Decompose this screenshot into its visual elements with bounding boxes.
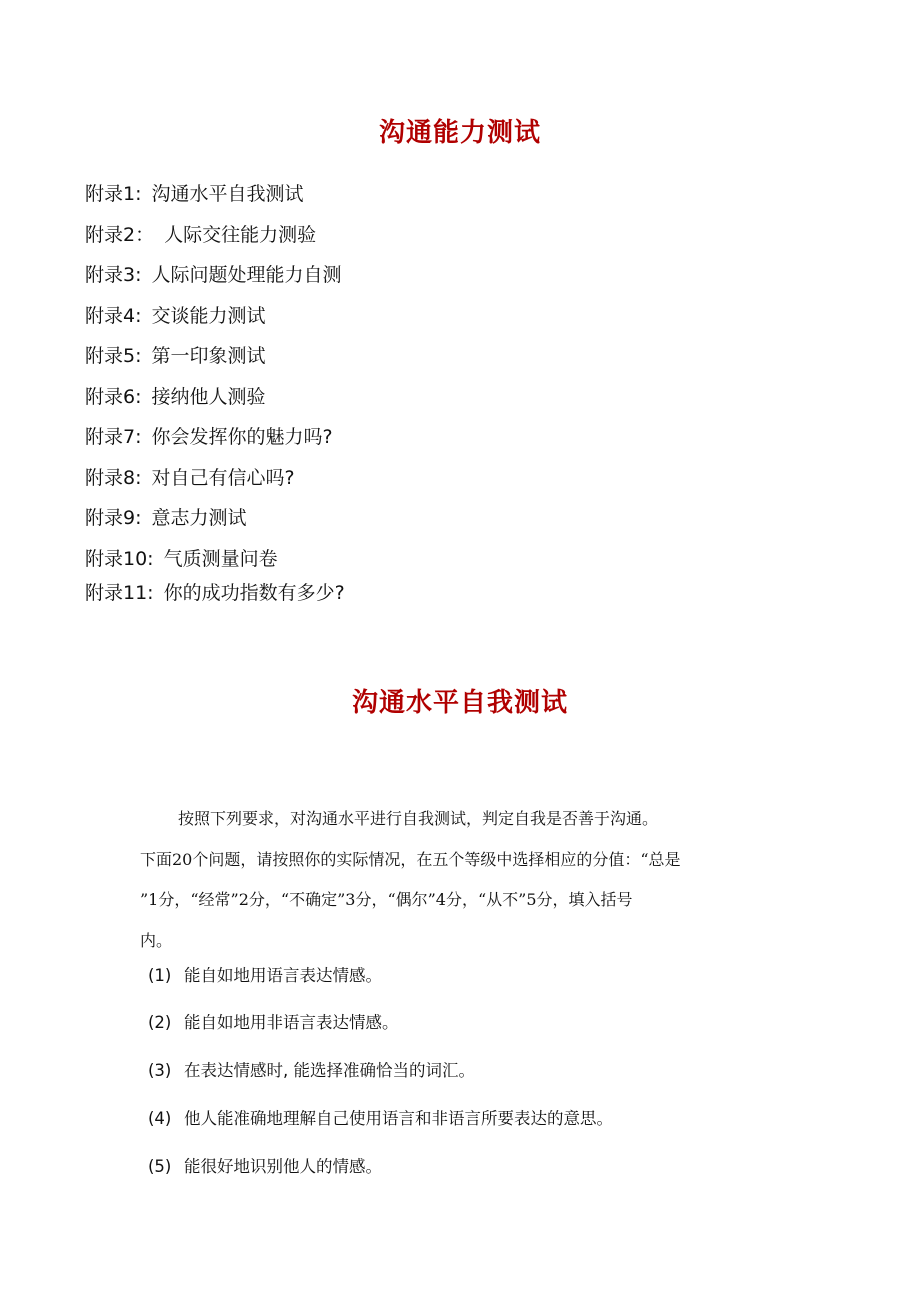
appendix-item-7 (85, 424, 333, 450)
appendix-number: 附录8: (85, 467, 142, 489)
appendix-title: 你的成功指数有多少? (163, 582, 345, 604)
question-number: (3) (148, 1061, 172, 1080)
appendix-title: 第一印象测试 (151, 345, 266, 367)
section-title: 沟通水平自我测试 (351, 688, 568, 718)
appendix-title: 沟通水平自我测试 (151, 183, 304, 205)
question-text: 能自如地用非语言表达情感。 (184, 1013, 399, 1032)
question-text: 能自如地用语言表达情感。 (184, 966, 382, 985)
question-text: 在表达情感时, 能选择准确恰当的词汇。 (184, 1061, 475, 1080)
appendix-number: 附录3: (85, 264, 142, 286)
question-item-1 (148, 965, 382, 987)
page-title: 沟通能力测试 (378, 118, 541, 148)
intro-paragraph: 按照下列要求，对沟通水平进行自我测试，判定自我是否善于沟通。 (178, 809, 659, 828)
appendix-number: 附录7: (85, 426, 142, 448)
appendix-item-4 (85, 303, 266, 329)
appendix-item-11 (85, 580, 345, 606)
question-text: 他人能准确地理解自己使用语言和非语言所要表达的意思。 (184, 1109, 613, 1128)
question-number: (4) (148, 1109, 172, 1128)
appendix-title: 意志力测试 (151, 507, 247, 529)
appendix-number: 附录11: (85, 582, 154, 604)
question-number: (2) (148, 1013, 172, 1032)
appendix-number: 附录2： (85, 224, 155, 246)
question-item-5 (148, 1156, 382, 1178)
appendix-item-9 (85, 505, 247, 531)
appendix-item-2 (85, 222, 316, 248)
appendix-item-1 (85, 181, 304, 207)
question-item-3 (148, 1060, 475, 1082)
appendix-number: 附录6: (85, 386, 142, 408)
question-item-4 (148, 1108, 613, 1130)
question-item-2 (148, 1012, 399, 1034)
question-number: (5) (148, 1157, 172, 1176)
appendix-title: 气质测量问卷 (163, 548, 278, 570)
appendix-number: 附录1: (85, 183, 142, 205)
appendix-title: 接纳他人测验 (151, 386, 266, 408)
appendix-number: 附录9: (85, 507, 142, 529)
appendix-title: 人际交往能力测验 (164, 224, 317, 246)
appendix-title: 你会发挥你的魅力吗? (151, 426, 333, 448)
appendix-item-3 (85, 262, 342, 288)
appendix-number: 附录10: (85, 548, 154, 570)
appendix-number: 附录4: (85, 305, 142, 327)
appendix-title: 人际问题处理能力自测 (151, 264, 342, 286)
question-text: 能很好地识别他人的情感。 (184, 1157, 382, 1176)
question-number: (1) (148, 966, 172, 985)
appendix-title: 对自己有信心吗? (151, 467, 295, 489)
appendix-item-8 (85, 465, 295, 491)
instruction-line-3: 内。 (140, 931, 173, 950)
appendix-number: 附录5: (85, 345, 142, 367)
appendix-item-10 (85, 546, 278, 572)
instruction-line-1: 下面20个问题，请按照你的实际情况，在五个等级中选择相应的分值：“总是 (140, 850, 681, 869)
instruction-line-2: ”1分，“经常”2分，“不确定”3分，“偶尔”4分，“从不”5分，填入括号 (140, 890, 633, 909)
appendix-item-5 (85, 343, 266, 369)
appendix-title: 交谈能力测试 (151, 305, 266, 327)
appendix-item-6 (85, 384, 266, 410)
